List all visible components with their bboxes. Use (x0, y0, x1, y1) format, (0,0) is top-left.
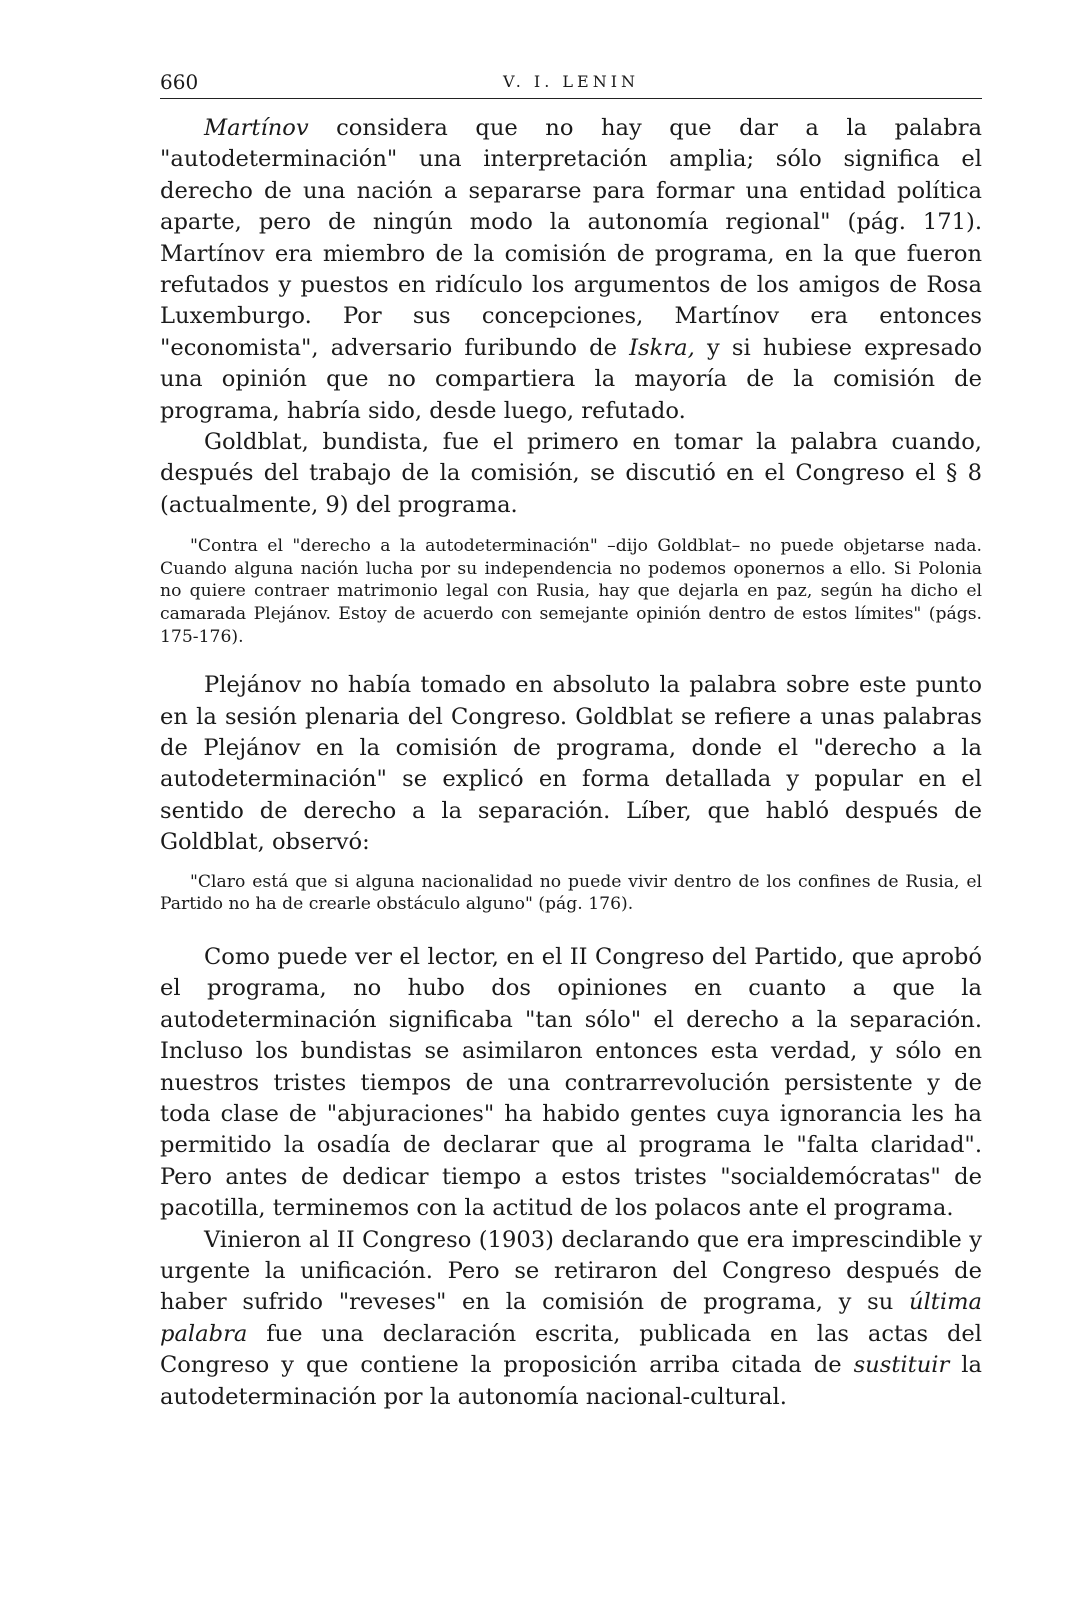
page-number: 660 (160, 70, 199, 94)
paragraph-text: la autodeterminación por la autonomía nacional-cultural. (160, 1352, 982, 1410)
paragraph-goldblat: Goldblat, bundista, fue el primero en tomar la palabra cuando, después del trabajo de la comisión, se discutió en el Congreso el § 8 (actualmente, 9) del programa. (160, 429, 982, 518)
paragraph-lector: Como puede ver el lector, en el II Congreso del Partido, que aprobó el programa, no hubo dos opiniones en cuanto a que la autodeterminación significaba "tan sólo" el derecho a la separación. Incluso los bundistas se asimilaron entonces esta verdad, y sólo en nuestros tristes tiempos de una contrarrevolución persistente y de toda clase de "abjuraciones" ha habido gentes cuya ignorancia les ha permitido la osadía de declarar que al programa le "falta claridad". Pero antes de dedicar tiempo a estos tristes "socialdemócratas" de pacotilla, terminemos con la actitud de los polacos ante el programa. (160, 943, 982, 1222)
paragraph-martinov (160, 113, 982, 427)
running-head (160, 64, 982, 98)
paragraph-text: Vinieron al II Congreso (1903) declarando que era imprescindible y urgente la unificación. Pero se retiraron del Congreso después de haber sufrido "reveses" en la comisión de programa, y su (160, 1226, 982, 1316)
paragraph-text: y si hubiese expresado una opinión que no compartiera la mayoría de la comisión de programa, habría sido, desde luego, refutado. (160, 334, 982, 424)
italic-ultima-palabra: última palabra (160, 1289, 982, 1347)
paragraph-text: considera que no hay que dar a la palabra "autodeterminación" una interpretación amplia; sólo significa el derecho de una nación a separarse para formar una entidad política aparte, pero de ningún modo la autonomía regional" (pág. 171). Martínov era miembro de la comisión de programa, en la que fueron refutados y puestos en ridículo los argumentos de los amigos de Rosa Luxemburgo. Por sus concepciones, Martínov era entonces "economista", adversario furibundo de (160, 115, 982, 361)
italic-sustituir: sustituir (853, 1352, 950, 1379)
paragraph-text: fue una declaración escrita, publicada en las actas del Congreso y que contiene la proposición arriba citada de (160, 1320, 982, 1379)
block-quote-goldblat: "Contra el "derecho a la autodeterminación" –dijo Goldblat– no puede objetarse nada. Cuando alguna nación lucha por su independencia no podemos oponernos a ello. Si Polonia no quiere contraer matrimonio legal con Rusia, hay que dejarla en paz, según ha dicho el camarada Plejánov. Estoy de acuerdo con semejante opinión dentro de estos límites" (págs. 175-176). (160, 536, 982, 647)
italic-martinov: Martínov (204, 115, 309, 141)
running-title: V. I. LENIN (502, 72, 640, 91)
header-rule (160, 98, 982, 99)
italic-iskra: Iskra, (629, 334, 695, 361)
paragraph-plejanov: Plejánov no había tomado en absoluto la palabra sobre este punto en la sesión plenaria del Congreso. Goldblat se refiere a unas palabras de Plejánov en la comisión de programa, donde el "derecho a la autodeterminación" se explicó en forma detallada y popular en el sentido de derecho a la separación. Líber, que habló después de Goldblat, observó: (160, 672, 982, 856)
book-page (160, 64, 982, 1413)
block-quote-liber: "Claro está que si alguna nacionalidad no puede vivir dentro de los confines de Rusia, el Partido no ha de crearle obstáculo alguno" (pág. 176). (160, 871, 982, 915)
paragraph-vinieron (160, 1225, 982, 1413)
